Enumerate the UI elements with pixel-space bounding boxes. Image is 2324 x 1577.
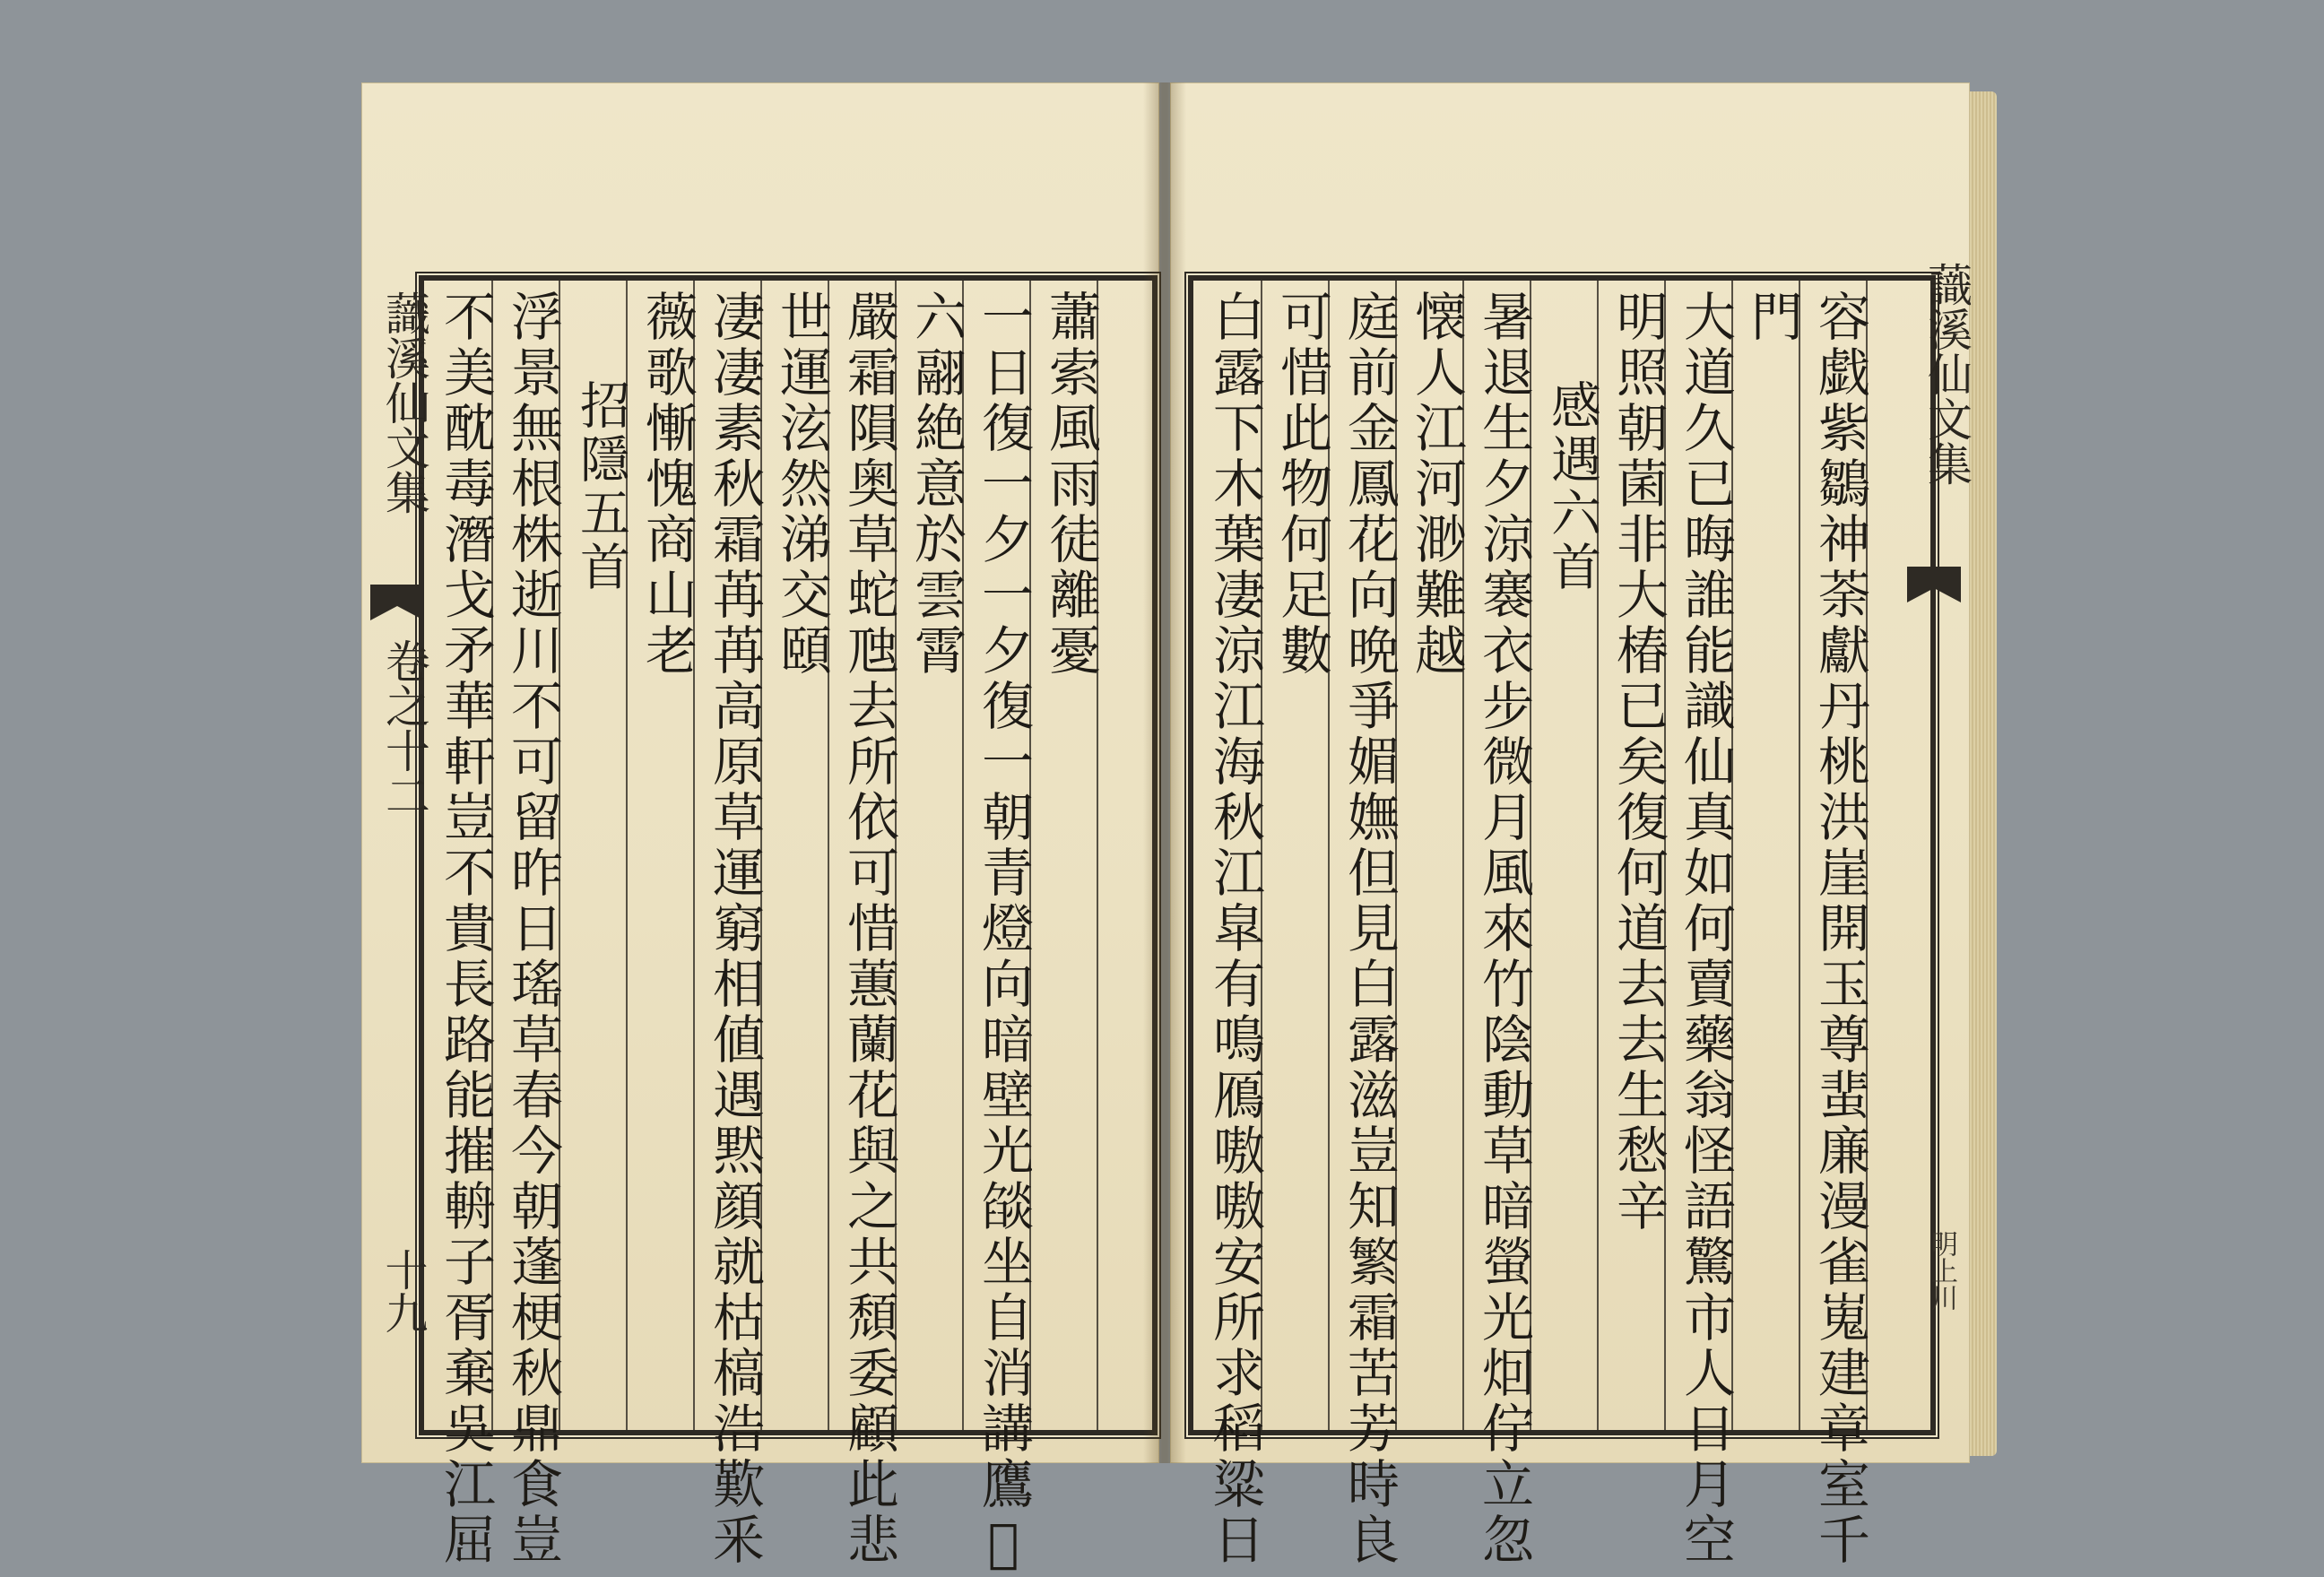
left-page: [361, 82, 1159, 1577]
text-column: 薇歌慚愧商山老: [637, 290, 698, 679]
text-column: 明照朝菌非大椿已矣復何道去去生愁辛: [1608, 290, 1669, 1235]
right-page: [1170, 82, 1973, 1568]
open-book: [354, 82, 1995, 1577]
column-rule: [1799, 281, 1800, 1430]
folio-number: 十九: [377, 1248, 428, 1334]
left-text-frame: [419, 275, 1158, 1577]
book-title-right: 𧄹溪仙文集: [1921, 262, 1973, 486]
text-column: 蕭索風雨徒離憂: [1040, 290, 1101, 679]
volume-label: 卷之十二: [378, 638, 430, 818]
text-column: 白露下木葉凄涼江海秋江皐有鳴鴈嗷嗷安所求稻粱日: [1204, 290, 1265, 1568]
text-column: 懐人江河渺難越: [1406, 290, 1467, 679]
right-text-frame: [1188, 275, 1936, 1568]
poem-heading: 感遇六首: [1543, 379, 1601, 594]
text-column: 不美酖毒潛戈矛華軒豈不貴長路能摧輈子胥棄吳江屈: [435, 290, 496, 1568]
text-column: 凄凄素秋霜苒苒高原草運窮相値遇黙顔就枯槁浩歎釆: [704, 290, 765, 1568]
book-title: 𧄹溪仙文集: [378, 290, 430, 515]
book-gutter: [1143, 82, 1186, 1463]
poem-heading: 招隱五首: [572, 379, 630, 594]
text-column: 一日復一夕一夕復一朝青燈向暗壁光燄坐自消講鷹𠊓: [973, 290, 1034, 1577]
text-column: 世運泫然涕交頤: [771, 290, 832, 679]
text-column: 嚴霜隕奥草蛇虺去所依可惜蕙蘭花與之共頹委顧此悲: [838, 290, 899, 1568]
text-column: 可惜此物何足數: [1271, 290, 1332, 679]
text-column: 暑退生夕涼褰衣步微月風來竹陰動草暗螢光𤇆佇立忽: [1473, 290, 1534, 1568]
text-column: 大道久已晦誰能識仙真如何賣藥翁怪語驚市人日月空: [1675, 290, 1736, 1568]
text-column: 庭前金鳳花向晩爭媚嫵但見白露滋豈知繁霜苦芳時良: [1339, 290, 1400, 1568]
text-column: 六翮絶意於雲霄: [906, 290, 967, 679]
text-column: 浮景無根株逝川不可留昨日瑤草春今朝蓬梗秋鼎食豈: [502, 290, 563, 1568]
text-column: 容戯紫鶵神荼獻丹桃洪崖開玉尊蜚廉漫雀嵬建章室千: [1809, 290, 1870, 1568]
text-column: 門: [1742, 290, 1803, 345]
fish-tail-mark: [370, 585, 424, 620]
ownership-stamp: 明上川: [1926, 1230, 1957, 1311]
